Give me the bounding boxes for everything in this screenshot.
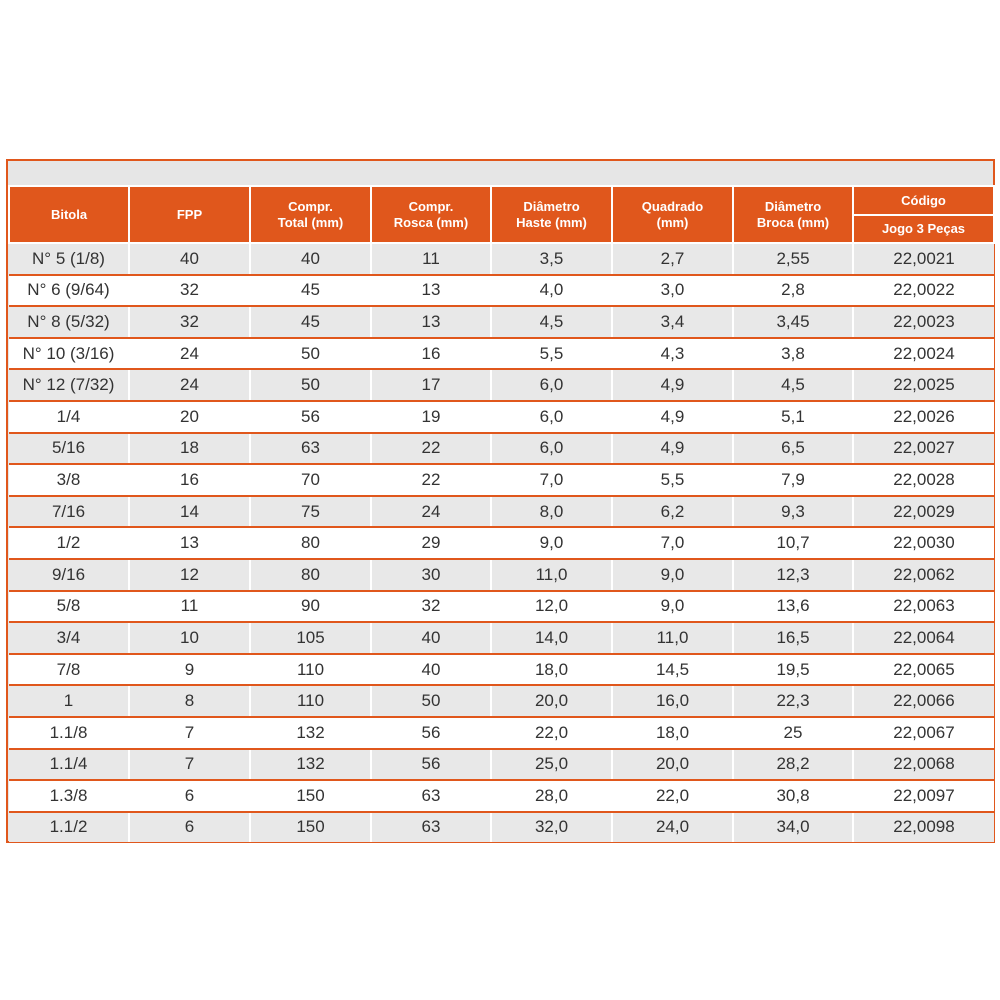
- cell-diametro-broca: 12,3: [733, 559, 853, 591]
- cell-fpp: 10: [129, 622, 250, 654]
- header-jogo-3-pecas: Jogo 3 Peças: [853, 215, 994, 243]
- cell-compr-total: 40: [250, 243, 371, 275]
- cell-bitola: 7/16: [9, 496, 129, 528]
- cell-diametro-haste: 3,5: [491, 243, 612, 275]
- table-row: [9, 812, 994, 843]
- cell-diametro-broca: 30,8: [733, 780, 853, 812]
- cell-diametro-broca: 19,5: [733, 654, 853, 686]
- cell-quadrado: 11,0: [612, 622, 733, 654]
- cell-diametro-broca: 9,3: [733, 496, 853, 528]
- cell-diametro-haste: 28,0: [491, 780, 612, 812]
- cell-compr-rosca: 13: [371, 275, 491, 307]
- cell-bitola: 3/4: [9, 622, 129, 654]
- cell-compr-rosca: 63: [371, 780, 491, 812]
- cell-quadrado: 16,0: [612, 685, 733, 717]
- cell-compr-total: 45: [250, 306, 371, 338]
- cell-fpp: 6: [129, 780, 250, 812]
- cell-bitola: 5/16: [9, 433, 129, 465]
- cell-compr-total: 105: [250, 622, 371, 654]
- cell-diametro-haste: 11,0: [491, 559, 612, 591]
- cell-diametro-broca: 16,5: [733, 622, 853, 654]
- header-diametro-haste: Diâmetro Haste (mm): [491, 186, 612, 243]
- table-row: [9, 654, 994, 686]
- header-compr-rosca: Compr. Rosca (mm): [371, 186, 491, 243]
- cell-quadrado: 6,2: [612, 496, 733, 528]
- table-row: [9, 275, 994, 307]
- cell-bitola: 1.1/4: [9, 749, 129, 781]
- cell-diametro-haste: 6,0: [491, 433, 612, 465]
- cell-codigo: 22,0068: [853, 749, 994, 781]
- cell-bitola: 7/8: [9, 654, 129, 686]
- cell-quadrado: 3,0: [612, 275, 733, 307]
- cell-diametro-broca: 2,8: [733, 275, 853, 307]
- cell-quadrado: 2,7: [612, 243, 733, 275]
- cell-fpp: 6: [129, 812, 250, 843]
- cell-bitola: 1.3/8: [9, 780, 129, 812]
- cell-compr-total: 70: [250, 464, 371, 496]
- cell-compr-rosca: 16: [371, 338, 491, 370]
- cell-quadrado: 9,0: [612, 591, 733, 623]
- cell-compr-total: 110: [250, 685, 371, 717]
- cell-codigo: 22,0026: [853, 401, 994, 433]
- cell-quadrado: 9,0: [612, 559, 733, 591]
- cell-compr-total: 45: [250, 275, 371, 307]
- cell-bitola: N° 5 (1/8): [9, 243, 129, 275]
- tap-spec-table: [8, 185, 995, 842]
- cell-bitola: 1/2: [9, 527, 129, 559]
- cell-codigo: 22,0025: [853, 369, 994, 401]
- cell-diametro-broca: 3,45: [733, 306, 853, 338]
- cell-diametro-haste: 4,0: [491, 275, 612, 307]
- cell-compr-rosca: 17: [371, 369, 491, 401]
- cell-fpp: 24: [129, 338, 250, 370]
- header-compr-total: Compr. Total (mm): [250, 186, 371, 243]
- cell-fpp: 7: [129, 717, 250, 749]
- cell-compr-total: 132: [250, 749, 371, 781]
- cell-fpp: 24: [129, 369, 250, 401]
- cell-fpp: 12: [129, 559, 250, 591]
- cell-codigo: 22,0022: [853, 275, 994, 307]
- spec-table-frame: [6, 159, 995, 843]
- cell-quadrado: 18,0: [612, 717, 733, 749]
- cell-bitola: 1/4: [9, 401, 129, 433]
- cell-diametro-broca: 3,8: [733, 338, 853, 370]
- cell-quadrado: 14,5: [612, 654, 733, 686]
- cell-diametro-broca: 34,0: [733, 812, 853, 843]
- cell-diametro-haste: 14,0: [491, 622, 612, 654]
- cell-diametro-haste: 6,0: [491, 369, 612, 401]
- cell-fpp: 32: [129, 306, 250, 338]
- cell-bitola: 3/8: [9, 464, 129, 496]
- cell-bitola: 9/16: [9, 559, 129, 591]
- cell-diametro-haste: 25,0: [491, 749, 612, 781]
- cell-codigo: 22,0066: [853, 685, 994, 717]
- cell-codigo: 22,0097: [853, 780, 994, 812]
- cell-codigo: 22,0062: [853, 559, 994, 591]
- table-row: [9, 306, 994, 338]
- cell-fpp: 14: [129, 496, 250, 528]
- cell-compr-rosca: 40: [371, 622, 491, 654]
- cell-diametro-haste: 12,0: [491, 591, 612, 623]
- cell-compr-total: 80: [250, 559, 371, 591]
- cell-bitola: 1.1/8: [9, 717, 129, 749]
- cell-codigo: 22,0030: [853, 527, 994, 559]
- cell-diametro-broca: 4,5: [733, 369, 853, 401]
- table-row: [9, 369, 994, 401]
- table-row: [9, 685, 994, 717]
- cell-bitola: N° 10 (3/16): [9, 338, 129, 370]
- cell-codigo: 22,0065: [853, 654, 994, 686]
- cell-compr-rosca: 40: [371, 654, 491, 686]
- cell-diametro-broca: 25: [733, 717, 853, 749]
- cell-quadrado: 4,9: [612, 401, 733, 433]
- cell-quadrado: 5,5: [612, 464, 733, 496]
- cell-diametro-haste: 18,0: [491, 654, 612, 686]
- cell-fpp: 11: [129, 591, 250, 623]
- cell-compr-rosca: 63: [371, 812, 491, 843]
- table-row: [9, 527, 994, 559]
- table-row: [9, 464, 994, 496]
- cell-compr-total: 63: [250, 433, 371, 465]
- cell-diametro-haste: 9,0: [491, 527, 612, 559]
- cell-quadrado: 7,0: [612, 527, 733, 559]
- cell-compr-total: 50: [250, 338, 371, 370]
- cell-diametro-haste: 20,0: [491, 685, 612, 717]
- table-row: [9, 243, 994, 275]
- cell-codigo: 22,0064: [853, 622, 994, 654]
- table-row: [9, 749, 994, 781]
- table-row: [9, 496, 994, 528]
- cell-compr-total: 75: [250, 496, 371, 528]
- cell-compr-total: 110: [250, 654, 371, 686]
- cell-compr-rosca: 56: [371, 717, 491, 749]
- header-bitola: Bitola: [9, 186, 129, 243]
- cell-diametro-broca: 2,55: [733, 243, 853, 275]
- table-body: [9, 243, 994, 842]
- table-row: [9, 622, 994, 654]
- cell-compr-total: 50: [250, 369, 371, 401]
- cell-compr-rosca: 11: [371, 243, 491, 275]
- cell-fpp: 7: [129, 749, 250, 781]
- cell-bitola: N° 12 (7/32): [9, 369, 129, 401]
- cell-compr-rosca: 13: [371, 306, 491, 338]
- table-row: [9, 717, 994, 749]
- cell-diametro-broca: 13,6: [733, 591, 853, 623]
- cell-compr-total: 56: [250, 401, 371, 433]
- cell-quadrado: 3,4: [612, 306, 733, 338]
- cell-diametro-haste: 8,0: [491, 496, 612, 528]
- cell-codigo: 22,0098: [853, 812, 994, 843]
- cell-quadrado: 4,3: [612, 338, 733, 370]
- cell-diametro-broca: 7,9: [733, 464, 853, 496]
- cell-fpp: 8: [129, 685, 250, 717]
- cell-codigo: 22,0024: [853, 338, 994, 370]
- header-fpp: FPP: [129, 186, 250, 243]
- cell-diametro-broca: 28,2: [733, 749, 853, 781]
- cell-compr-rosca: 22: [371, 464, 491, 496]
- cell-codigo: 22,0021: [853, 243, 994, 275]
- cell-compr-rosca: 19: [371, 401, 491, 433]
- cell-diametro-broca: 10,7: [733, 527, 853, 559]
- cell-quadrado: 4,9: [612, 433, 733, 465]
- header-codigo: Código: [853, 186, 994, 215]
- cell-bitola: 5/8: [9, 591, 129, 623]
- cell-compr-total: 150: [250, 812, 371, 843]
- table-row: [9, 559, 994, 591]
- cell-fpp: 20: [129, 401, 250, 433]
- cell-codigo: 22,0023: [853, 306, 994, 338]
- cell-compr-rosca: 24: [371, 496, 491, 528]
- cell-fpp: 13: [129, 527, 250, 559]
- cell-bitola: 1.1/2: [9, 812, 129, 843]
- cell-compr-total: 150: [250, 780, 371, 812]
- cell-diametro-haste: 7,0: [491, 464, 612, 496]
- cell-fpp: 9: [129, 654, 250, 686]
- cell-quadrado: 24,0: [612, 812, 733, 843]
- cell-fpp: 16: [129, 464, 250, 496]
- cell-fpp: 32: [129, 275, 250, 307]
- cell-compr-rosca: 32: [371, 591, 491, 623]
- cell-codigo: 22,0067: [853, 717, 994, 749]
- table-header: [9, 186, 994, 243]
- cell-fpp: 40: [129, 243, 250, 275]
- table-row: [9, 591, 994, 623]
- cell-compr-total: 80: [250, 527, 371, 559]
- cell-quadrado: 22,0: [612, 780, 733, 812]
- cell-diametro-haste: 6,0: [491, 401, 612, 433]
- cell-diametro-haste: 22,0: [491, 717, 612, 749]
- table-top-bar: [8, 161, 993, 185]
- header-diametro-broca: Diâmetro Broca (mm): [733, 186, 853, 243]
- table-row: [9, 338, 994, 370]
- cell-diametro-haste: 4,5: [491, 306, 612, 338]
- table-row: [9, 780, 994, 812]
- cell-quadrado: 20,0: [612, 749, 733, 781]
- cell-compr-rosca: 50: [371, 685, 491, 717]
- cell-compr-rosca: 29: [371, 527, 491, 559]
- cell-codigo: 22,0028: [853, 464, 994, 496]
- cell-quadrado: 4,9: [612, 369, 733, 401]
- cell-bitola: N° 8 (5/32): [9, 306, 129, 338]
- cell-diametro-haste: 32,0: [491, 812, 612, 843]
- cell-codigo: 22,0029: [853, 496, 994, 528]
- table-row: [9, 401, 994, 433]
- cell-bitola: N° 6 (9/64): [9, 275, 129, 307]
- cell-diametro-broca: 6,5: [733, 433, 853, 465]
- table-row: [9, 433, 994, 465]
- cell-codigo: 22,0063: [853, 591, 994, 623]
- cell-diametro-broca: 5,1: [733, 401, 853, 433]
- cell-diametro-haste: 5,5: [491, 338, 612, 370]
- cell-compr-total: 132: [250, 717, 371, 749]
- cell-compr-rosca: 56: [371, 749, 491, 781]
- cell-bitola: 1: [9, 685, 129, 717]
- cell-compr-total: 90: [250, 591, 371, 623]
- header-quadrado: Quadrado (mm): [612, 186, 733, 243]
- cell-codigo: 22,0027: [853, 433, 994, 465]
- cell-fpp: 18: [129, 433, 250, 465]
- cell-compr-rosca: 22: [371, 433, 491, 465]
- cell-diametro-broca: 22,3: [733, 685, 853, 717]
- cell-compr-rosca: 30: [371, 559, 491, 591]
